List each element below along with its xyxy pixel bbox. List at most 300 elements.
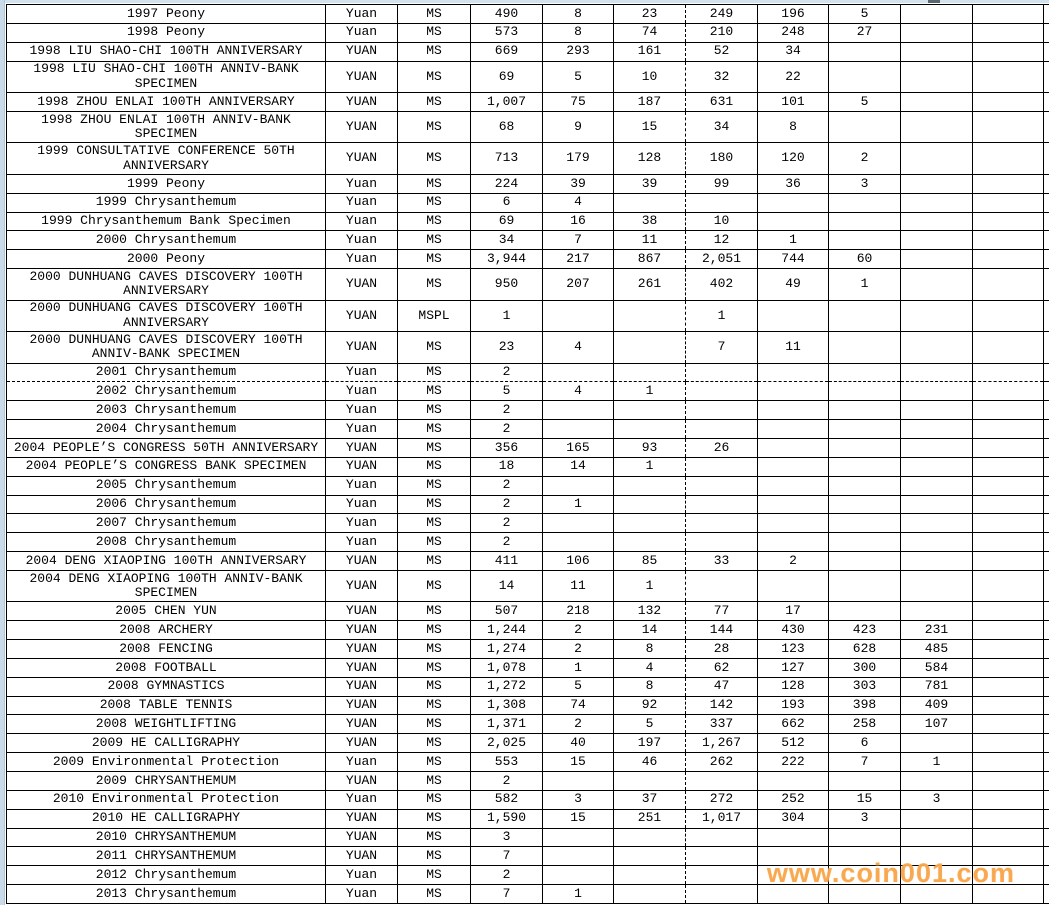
cell-grade[interactable]: MS (398, 174, 471, 193)
cell-description[interactable]: 2000 Peony (7, 250, 326, 269)
cell-value[interactable] (973, 193, 1044, 212)
cell-value[interactable]: 144 (686, 621, 758, 640)
cell-value[interactable]: 127 (758, 658, 829, 677)
cell-unit[interactable]: Yuan (326, 866, 398, 885)
cell-value[interactable]: 15 (543, 809, 614, 828)
cell-grade[interactable]: MS (398, 332, 471, 364)
cell-value[interactable] (543, 476, 614, 495)
cell-value[interactable]: 1,272 (471, 677, 543, 696)
cell-value[interactable] (901, 533, 973, 552)
cell-value[interactable] (543, 420, 614, 439)
cell-value[interactable] (758, 363, 829, 382)
cell-value[interactable]: 180 (686, 143, 758, 175)
cell-unit[interactable]: Yuan (326, 420, 398, 439)
cell-grade[interactable]: MS (398, 5, 471, 24)
cell-value[interactable] (614, 420, 686, 439)
cell-value[interactable]: 272 (686, 790, 758, 809)
cell-description[interactable]: 2010 CHRYSANTHEMUM (7, 828, 326, 847)
cell-partial[interactable] (1044, 658, 1049, 677)
cell-unit[interactable]: YUAN (326, 438, 398, 457)
cell-unit[interactable]: Yuan (326, 231, 398, 250)
cell-value[interactable] (543, 866, 614, 885)
cell-unit[interactable]: Yuan (326, 514, 398, 533)
cell-value[interactable] (973, 640, 1044, 659)
cell-value[interactable]: 553 (471, 753, 543, 772)
cell-value[interactable] (686, 420, 758, 439)
cell-value[interactable] (829, 438, 901, 457)
cell-value[interactable]: 356 (471, 438, 543, 457)
cell-value[interactable]: 222 (758, 753, 829, 772)
cell-value[interactable] (758, 457, 829, 476)
cell-unit[interactable]: YUAN (326, 828, 398, 847)
cell-value[interactable] (686, 495, 758, 514)
cell-value[interactable] (829, 212, 901, 231)
cell-unit[interactable]: YUAN (326, 621, 398, 640)
cell-value[interactable]: 47 (686, 677, 758, 696)
cell-value[interactable] (614, 363, 686, 382)
cell-value[interactable] (901, 193, 973, 212)
cell-value[interactable]: 46 (614, 753, 686, 772)
cell-value[interactable]: 37 (614, 790, 686, 809)
cell-value[interactable] (829, 401, 901, 420)
cell-value[interactable] (686, 866, 758, 885)
cell-partial[interactable] (1044, 677, 1049, 696)
cell-unit[interactable]: YUAN (326, 771, 398, 790)
cell-partial[interactable] (1044, 143, 1049, 175)
cell-value[interactable]: 5 (543, 677, 614, 696)
cell-value[interactable]: 252 (758, 790, 829, 809)
cell-value[interactable]: 1,274 (471, 640, 543, 659)
cell-partial[interactable] (1044, 790, 1049, 809)
cell-unit[interactable]: Yuan (326, 212, 398, 231)
cell-value[interactable] (758, 514, 829, 533)
cell-value[interactable]: 8 (614, 640, 686, 659)
cell-description[interactable]: 1998 ZHOU ENLAI 100TH ANNIVERSARY (7, 93, 326, 112)
cell-unit[interactable]: YUAN (326, 269, 398, 301)
cell-value[interactable]: 62 (686, 658, 758, 677)
cell-value[interactable]: 3 (901, 790, 973, 809)
cell-value[interactable]: 23 (471, 332, 543, 364)
cell-description[interactable]: 2008 FENCING (7, 640, 326, 659)
cell-value[interactable]: 85 (614, 552, 686, 571)
cell-value[interactable]: 197 (614, 734, 686, 753)
cell-value[interactable]: 3 (471, 828, 543, 847)
cell-value[interactable]: 713 (471, 143, 543, 175)
cell-value[interactable]: 36 (758, 174, 829, 193)
cell-value[interactable] (829, 495, 901, 514)
cell-value[interactable] (973, 552, 1044, 571)
cell-value[interactable]: 123 (758, 640, 829, 659)
cell-grade[interactable]: MS (398, 790, 471, 809)
cell-unit[interactable]: YUAN (326, 552, 398, 571)
cell-grade[interactable]: MS (398, 61, 471, 93)
cell-value[interactable] (829, 457, 901, 476)
cell-value[interactable] (901, 602, 973, 621)
cell-value[interactable]: 18 (471, 457, 543, 476)
cell-unit[interactable]: YUAN (326, 143, 398, 175)
cell-description[interactable]: 2013 Chrysanthemum (7, 885, 326, 904)
cell-value[interactable] (973, 363, 1044, 382)
cell-grade[interactable]: MS (398, 420, 471, 439)
cell-value[interactable]: 196 (758, 5, 829, 24)
cell-value[interactable] (901, 552, 973, 571)
cell-unit[interactable]: Yuan (326, 363, 398, 382)
cell-value[interactable]: 11 (758, 332, 829, 364)
cell-value[interactable]: 38 (614, 212, 686, 231)
cell-value[interactable] (901, 809, 973, 828)
cell-description[interactable]: 2008 TABLE TENNIS (7, 696, 326, 715)
cell-value[interactable]: 2 (829, 143, 901, 175)
cell-value[interactable]: 32 (686, 61, 758, 93)
cell-partial[interactable] (1044, 420, 1049, 439)
cell-description[interactable]: 2009 HE CALLIGRAPHY (7, 734, 326, 753)
cell-value[interactable]: 28 (686, 640, 758, 659)
cell-grade[interactable]: MS (398, 143, 471, 175)
cell-value[interactable] (614, 866, 686, 885)
cell-grade[interactable]: MS (398, 828, 471, 847)
cell-value[interactable]: 9 (543, 111, 614, 143)
cell-partial[interactable] (1044, 382, 1049, 401)
cell-value[interactable] (758, 438, 829, 457)
cell-value[interactable] (686, 193, 758, 212)
cell-value[interactable] (686, 401, 758, 420)
cell-value[interactable] (901, 5, 973, 24)
cell-unit[interactable]: YUAN (326, 332, 398, 364)
cell-value[interactable] (829, 332, 901, 364)
cell-value[interactable]: 1 (614, 570, 686, 602)
cell-value[interactable]: 17 (758, 602, 829, 621)
cell-description[interactable]: 1999 Chrysanthemum (7, 193, 326, 212)
cell-grade[interactable]: MS (398, 570, 471, 602)
cell-value[interactable] (973, 420, 1044, 439)
cell-partial[interactable] (1044, 514, 1049, 533)
cell-unit[interactable]: Yuan (326, 753, 398, 772)
cell-value[interactable] (829, 866, 901, 885)
cell-description[interactable]: 2008 GYMNASTICS (7, 677, 326, 696)
cell-value[interactable] (973, 495, 1044, 514)
cell-grade[interactable]: MS (398, 23, 471, 42)
cell-value[interactable]: 34 (471, 231, 543, 250)
cell-grade[interactable]: MS (398, 715, 471, 734)
cell-unit[interactable]: YUAN (326, 93, 398, 112)
cell-grade[interactable]: MS (398, 382, 471, 401)
cell-partial[interactable] (1044, 193, 1049, 212)
cell-partial[interactable] (1044, 570, 1049, 602)
cell-value[interactable] (901, 363, 973, 382)
cell-value[interactable] (543, 401, 614, 420)
cell-value[interactable]: 304 (758, 809, 829, 828)
cell-value[interactable]: 128 (614, 143, 686, 175)
cell-value[interactable]: 14 (543, 457, 614, 476)
cell-value[interactable]: 49 (758, 269, 829, 301)
cell-value[interactable] (973, 332, 1044, 364)
cell-unit[interactable]: YUAN (326, 111, 398, 143)
cell-value[interactable]: 2 (543, 640, 614, 659)
cell-value[interactable] (901, 212, 973, 231)
cell-partial[interactable] (1044, 250, 1049, 269)
cell-value[interactable]: 231 (901, 621, 973, 640)
cell-partial[interactable] (1044, 602, 1049, 621)
cell-partial[interactable] (1044, 438, 1049, 457)
cell-value[interactable]: 1 (758, 231, 829, 250)
cell-value[interactable]: 7 (471, 847, 543, 866)
cell-value[interactable] (614, 401, 686, 420)
cell-description[interactable]: 2012 Chrysanthemum (7, 866, 326, 885)
cell-partial[interactable] (1044, 269, 1049, 301)
cell-value[interactable] (686, 885, 758, 904)
cell-unit[interactable]: YUAN (326, 696, 398, 715)
cell-value[interactable] (973, 231, 1044, 250)
cell-unit[interactable]: Yuan (326, 23, 398, 42)
cell-value[interactable]: 490 (471, 5, 543, 24)
cell-partial[interactable] (1044, 771, 1049, 790)
cell-value[interactable]: 3,944 (471, 250, 543, 269)
cell-grade[interactable]: MS (398, 847, 471, 866)
cell-value[interactable]: 7 (829, 753, 901, 772)
cell-value[interactable] (973, 93, 1044, 112)
cell-value[interactable] (829, 111, 901, 143)
cell-value[interactable]: 187 (614, 93, 686, 112)
cell-value[interactable]: 128 (758, 677, 829, 696)
cell-value[interactable] (901, 382, 973, 401)
cell-value[interactable]: 14 (471, 570, 543, 602)
cell-value[interactable] (614, 300, 686, 332)
cell-value[interactable]: 15 (543, 753, 614, 772)
cell-value[interactable]: 669 (471, 42, 543, 61)
cell-value[interactable]: 26 (686, 438, 758, 457)
cell-description[interactable]: 2008 Chrysanthemum (7, 533, 326, 552)
cell-value[interactable] (973, 514, 1044, 533)
cell-value[interactable] (543, 300, 614, 332)
cell-value[interactable] (901, 771, 973, 790)
cell-grade[interactable]: MS (398, 495, 471, 514)
cell-value[interactable] (901, 495, 973, 514)
cell-value[interactable] (973, 5, 1044, 24)
cell-partial[interactable] (1044, 753, 1049, 772)
cell-value[interactable] (614, 193, 686, 212)
cell-value[interactable] (758, 300, 829, 332)
cell-description[interactable]: 1999 Peony (7, 174, 326, 193)
cell-value[interactable]: 8 (543, 5, 614, 24)
cell-value[interactable]: 101 (758, 93, 829, 112)
cell-value[interactable] (973, 753, 1044, 772)
cell-value[interactable] (901, 476, 973, 495)
cell-description[interactable]: 1997 Peony (7, 5, 326, 24)
cell-partial[interactable] (1044, 866, 1049, 885)
cell-value[interactable]: 411 (471, 552, 543, 571)
cell-value[interactable] (614, 514, 686, 533)
cell-value[interactable] (973, 715, 1044, 734)
cell-value[interactable] (973, 457, 1044, 476)
cell-value[interactable] (686, 828, 758, 847)
cell-partial[interactable] (1044, 495, 1049, 514)
cell-value[interactable]: 1,308 (471, 696, 543, 715)
cell-value[interactable]: 193 (758, 696, 829, 715)
cell-grade[interactable]: MS (398, 231, 471, 250)
cell-value[interactable]: 40 (543, 734, 614, 753)
cell-value[interactable]: 52 (686, 42, 758, 61)
cell-value[interactable]: 6 (471, 193, 543, 212)
cell-value[interactable] (758, 570, 829, 602)
cell-value[interactable]: 14 (614, 621, 686, 640)
cell-unit[interactable]: YUAN (326, 734, 398, 753)
cell-grade[interactable]: MS (398, 753, 471, 772)
cell-value[interactable] (901, 866, 973, 885)
cell-value[interactable]: 74 (614, 23, 686, 42)
cell-value[interactable] (614, 495, 686, 514)
cell-grade[interactable]: MS (398, 269, 471, 301)
cell-value[interactable]: 4 (614, 658, 686, 677)
cell-grade[interactable]: MS (398, 533, 471, 552)
cell-unit[interactable]: Yuan (326, 401, 398, 420)
cell-value[interactable]: 2 (471, 420, 543, 439)
cell-value[interactable]: 402 (686, 269, 758, 301)
cell-partial[interactable] (1044, 300, 1049, 332)
cell-unit[interactable]: YUAN (326, 809, 398, 828)
cell-partial[interactable] (1044, 828, 1049, 847)
cell-value[interactable]: 3 (543, 790, 614, 809)
cell-grade[interactable]: MS (398, 457, 471, 476)
cell-value[interactable] (973, 174, 1044, 193)
cell-unit[interactable]: Yuan (326, 382, 398, 401)
cell-value[interactable]: 1,007 (471, 93, 543, 112)
cell-description[interactable]: 2004 DENG XIAOPING 100TH ANNIVERSARY (7, 552, 326, 571)
cell-value[interactable]: 2 (471, 866, 543, 885)
cell-value[interactable]: 950 (471, 269, 543, 301)
cell-partial[interactable] (1044, 231, 1049, 250)
cell-value[interactable] (543, 828, 614, 847)
cell-value[interactable]: 2 (471, 495, 543, 514)
cell-value[interactable] (901, 401, 973, 420)
cell-value[interactable]: 2 (471, 401, 543, 420)
cell-value[interactable] (758, 533, 829, 552)
cell-partial[interactable] (1044, 552, 1049, 571)
cell-value[interactable] (901, 828, 973, 847)
cell-value[interactable]: 1 (543, 658, 614, 677)
cell-value[interactable]: 781 (901, 677, 973, 696)
cell-grade[interactable]: MS (398, 552, 471, 571)
cell-value[interactable]: 132 (614, 602, 686, 621)
cell-grade[interactable]: MS (398, 677, 471, 696)
cell-description[interactable]: 1999 Chrysanthemum Bank Specimen (7, 212, 326, 231)
cell-value[interactable]: 142 (686, 696, 758, 715)
cell-value[interactable] (614, 332, 686, 364)
cell-partial[interactable] (1044, 809, 1049, 828)
cell-value[interactable] (901, 23, 973, 42)
cell-value[interactable] (973, 401, 1044, 420)
cell-value[interactable] (973, 658, 1044, 677)
cell-value[interactable]: 69 (471, 61, 543, 93)
cell-value[interactable]: 34 (686, 111, 758, 143)
cell-value[interactable] (758, 193, 829, 212)
cell-value[interactable]: 1 (471, 300, 543, 332)
cell-partial[interactable] (1044, 111, 1049, 143)
cell-value[interactable] (614, 885, 686, 904)
cell-grade[interactable]: MS (398, 734, 471, 753)
cell-unit[interactable]: YUAN (326, 457, 398, 476)
cell-value[interactable] (686, 476, 758, 495)
cell-value[interactable]: 4 (543, 332, 614, 364)
cell-value[interactable]: 2,051 (686, 250, 758, 269)
cell-value[interactable]: 867 (614, 250, 686, 269)
cell-value[interactable]: 2 (471, 771, 543, 790)
cell-value[interactable]: 15 (614, 111, 686, 143)
cell-value[interactable]: 582 (471, 790, 543, 809)
cell-value[interactable]: 337 (686, 715, 758, 734)
cell-grade[interactable]: MS (398, 640, 471, 659)
cell-value[interactable]: 6 (829, 734, 901, 753)
cell-value[interactable]: 8 (543, 23, 614, 42)
cell-value[interactable] (829, 476, 901, 495)
cell-value[interactable]: 8 (614, 677, 686, 696)
cell-value[interactable]: 92 (614, 696, 686, 715)
cell-value[interactable] (829, 231, 901, 250)
cell-description[interactable]: 2009 CHRYSANTHEMUM (7, 771, 326, 790)
cell-value[interactable]: 584 (901, 658, 973, 677)
cell-value[interactable]: 3 (829, 174, 901, 193)
cell-value[interactable]: 1,590 (471, 809, 543, 828)
cell-partial[interactable] (1044, 847, 1049, 866)
cell-value[interactable] (901, 300, 973, 332)
cell-value[interactable] (829, 847, 901, 866)
cell-grade[interactable]: MS (398, 401, 471, 420)
cell-unit[interactable]: Yuan (326, 885, 398, 904)
cell-value[interactable]: 2 (471, 514, 543, 533)
cell-grade[interactable]: MS (398, 696, 471, 715)
cell-description[interactable]: 2010 HE CALLIGRAPHY (7, 809, 326, 828)
cell-value[interactable] (829, 885, 901, 904)
cell-grade[interactable]: MS (398, 111, 471, 143)
cell-value[interactable] (758, 771, 829, 790)
cell-value[interactable]: 27 (829, 23, 901, 42)
cell-value[interactable] (686, 382, 758, 401)
cell-value[interactable]: 4 (543, 193, 614, 212)
cell-value[interactable] (829, 300, 901, 332)
cell-unit[interactable]: YUAN (326, 847, 398, 866)
cell-unit[interactable]: YUAN (326, 570, 398, 602)
cell-value[interactable] (973, 42, 1044, 61)
cell-value[interactable] (686, 847, 758, 866)
cell-value[interactable]: 77 (686, 602, 758, 621)
cell-value[interactable] (829, 42, 901, 61)
cell-value[interactable] (543, 363, 614, 382)
cell-grade[interactable]: MS (398, 363, 471, 382)
cell-value[interactable]: 217 (543, 250, 614, 269)
cell-value[interactable]: 507 (471, 602, 543, 621)
cell-value[interactable] (901, 111, 973, 143)
cell-value[interactable] (973, 885, 1044, 904)
cell-value[interactable] (614, 828, 686, 847)
cell-value[interactable]: 262 (686, 753, 758, 772)
cell-value[interactable] (829, 602, 901, 621)
cell-value[interactable]: 628 (829, 640, 901, 659)
cell-value[interactable] (901, 269, 973, 301)
cell-value[interactable]: 2 (471, 476, 543, 495)
cell-description[interactable]: 1998 ZHOU ENLAI 100TH ANNIV-BANK SPECIMEN (7, 111, 326, 143)
cell-value[interactable]: 69 (471, 212, 543, 231)
cell-value[interactable] (973, 790, 1044, 809)
cell-value[interactable]: 120 (758, 143, 829, 175)
cell-value[interactable] (901, 438, 973, 457)
cell-grade[interactable]: MS (398, 771, 471, 790)
cell-value[interactable] (901, 143, 973, 175)
cell-value[interactable]: 249 (686, 5, 758, 24)
cell-description[interactable]: 1998 LIU SHAO-CHI 100TH ANNIV-BANK SPECIMEN (7, 61, 326, 93)
cell-unit[interactable]: YUAN (326, 300, 398, 332)
cell-value[interactable]: 261 (614, 269, 686, 301)
cell-value[interactable] (973, 771, 1044, 790)
cell-partial[interactable] (1044, 533, 1049, 552)
